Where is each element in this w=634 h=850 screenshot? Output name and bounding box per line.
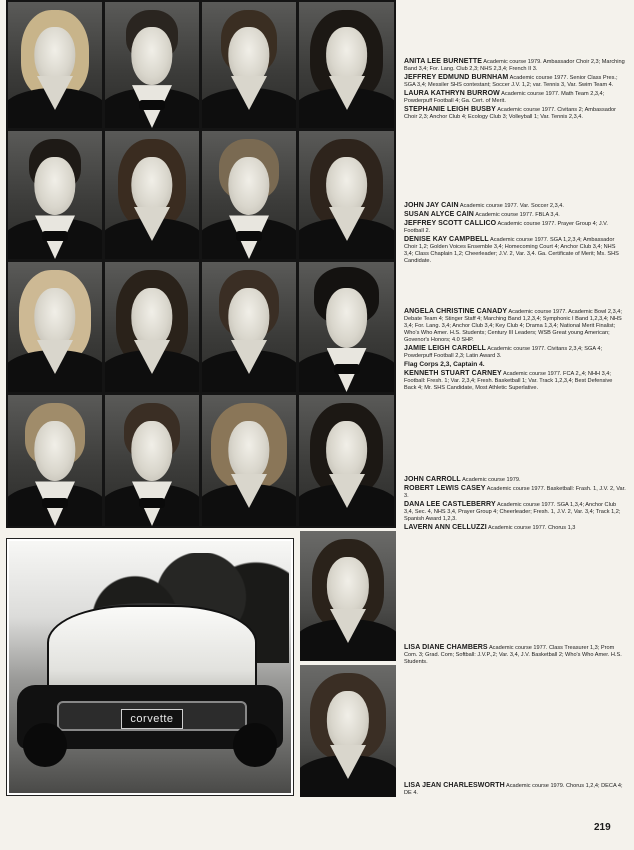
portrait-photo	[299, 2, 394, 128]
caption-group-2	[404, 202, 626, 266]
caption-entry: JOHN CARROLL Academic course 1979.	[404, 476, 521, 483]
caption-entry: LAVERN ANN CELLUZZI Academic course 1977. Chorus 1,3	[404, 524, 576, 531]
caption-entry: SUSAN ALYCE CAIN Academic course 1977. FBLA 3,4.	[404, 211, 560, 218]
caption-group-6	[404, 782, 626, 798]
portrait-photo	[105, 2, 199, 128]
portrait-photo	[202, 395, 296, 526]
caption-entry: DENISE KAY CAMPBELL Academic course 1977. SGA 1,2,3,4; Ambassador Choir 1,2; Golden Voices Ensemble 3,4; Homecoming Court 4; Anchor Club 3,4; NHS 3,4; Class Chaplain 1,2; Cheerleader; J.V. 2, Var. 3,4. Ga. Certificate of Merit; Ms. SHS Candidate.	[404, 236, 619, 264]
caption-group-1	[404, 58, 626, 122]
caption-entry: LISA DIANE CHAMBERS Academic course 1977. Class Treasurer 1,3; Prom Com. 3; Grad. Com; Softball: J.V.P.,2; Var. 3,4, J.V. Basketball 2; Who's Who Amer. H.S. Students.	[404, 644, 622, 665]
caption-entry: DANA LEE CASTLEBERRY Academic course 1977. SGA 1,3,4; Anchor Club 3,4, Sec. 4, NHS 3,4, Prayer Group 4; Cheerleader; Fresh. 1, J.V. 2, Var. 3,4; Track 1,2; Spanish Award 1,2,3.	[404, 501, 621, 522]
corvette-car	[17, 605, 283, 775]
portrait-photo	[105, 262, 199, 392]
license-plate: corvette	[121, 709, 183, 729]
portrait-photo	[299, 131, 394, 259]
caption-entry: JOHN JAY CAIN Academic course 1977. Var. Soccer 2,3,4.	[404, 202, 564, 209]
portrait-photo	[300, 665, 396, 797]
portrait-photo	[8, 2, 102, 128]
portrait-photo	[202, 262, 296, 392]
caption-entry: STEPHANIE LEIGH BUSBY Academic course 1977. Civitans 2; Ambassador Choir 2,3; Anchor Club 4; Ecology Club 3; Volleyball 1; Var. Tennis 2,3,4.	[404, 106, 616, 120]
portrait-photo	[8, 395, 102, 526]
portrait-photo	[105, 395, 199, 526]
caption-entry: JEFFREY SCOTT CALLICO Academic course 1977. Prayer Group 4; J.V. Football 2.	[404, 220, 608, 234]
portrait-photo	[300, 531, 396, 661]
portrait-photo	[202, 131, 296, 259]
caption-entry: ANITA LEE BURNETTE Academic course 1979. Ambassador Choir 2,3; Marching Band 3,4; For. Lang. Club 2,3; NHS 2,3,4; French II 3.	[404, 58, 625, 72]
caption-bold-line: Flag Corps 2,3, Captain 4.	[404, 361, 485, 368]
caption-group-5	[404, 644, 626, 667]
portrait-photo	[8, 131, 102, 259]
caption-group-3	[404, 308, 626, 393]
caption-entry: LISA JEAN CHARLESWORTH Academic course 1979. Chorus 1,2,4; DECA 4; DE 4.	[404, 782, 623, 796]
portrait-photo	[105, 131, 199, 259]
caption-entry: KENNETH STUART CARNEY Academic course 1977. FCA 2,,4; NHH 3,4; Football: Fresh. 1; Var. 2,3,4; Fresh. Basketball 1; Var. Track 1,2,3,4; Best Defensive Back 4; Mr. SHS Candidate, Most Athletic Superlative.	[404, 370, 613, 391]
portrait-photo	[299, 262, 394, 392]
page-number: 219	[594, 822, 611, 833]
portrait-photo	[202, 2, 296, 128]
caption-entry: JEFFREY EDMUND BURNHAM Academic course 1977. Senior Class Pres.; SGA 3,4; Messiler SHS contestant; Soccer J.V. 1,2; var. Tennis 3, Var. Swim Team 4.	[404, 74, 618, 88]
portrait-photo	[8, 262, 102, 392]
caption-entry: LAURA KATHRYN BURROW Academic course 1977. Math Team 2,3,4; Powderpuff Football 4; Ga. Cert. of Merit.	[404, 90, 605, 104]
car-photo	[6, 538, 294, 796]
portrait-grid	[6, 0, 396, 528]
portrait-photo	[299, 395, 394, 526]
caption-entry: JAMIE LEIGH CARDELL Academic course 1977. Civitans 2,3,4; SGA 4; Powderpuff Football 2,3; Latin Award 3.	[404, 345, 602, 359]
caption-group-4	[404, 476, 626, 533]
caption-entry: ROBERT LEWIS CASEY Academic course 1977. Basketball: Frash. 1, J.V. 2, Var. 3.	[404, 485, 626, 499]
caption-entry: ANGELA CHRISTINE CANADY Academic course 1977. Academic Bowl 2,3,4; Debate Team 4; Stinger Staff 4; Marching Band 1,2,3,4; Symphonic I Band 1,2,3,4; NHS 3,4; For. Lang. 3,4; Anchor Club 3,4; Key Club 4; Drama 1,3,4; National Merit Finalist; Who's Who Amer. H.S. Students; Century III Leaders; WSB Great young American; Govenor's Honors; 4.0 SHP.	[404, 308, 622, 343]
